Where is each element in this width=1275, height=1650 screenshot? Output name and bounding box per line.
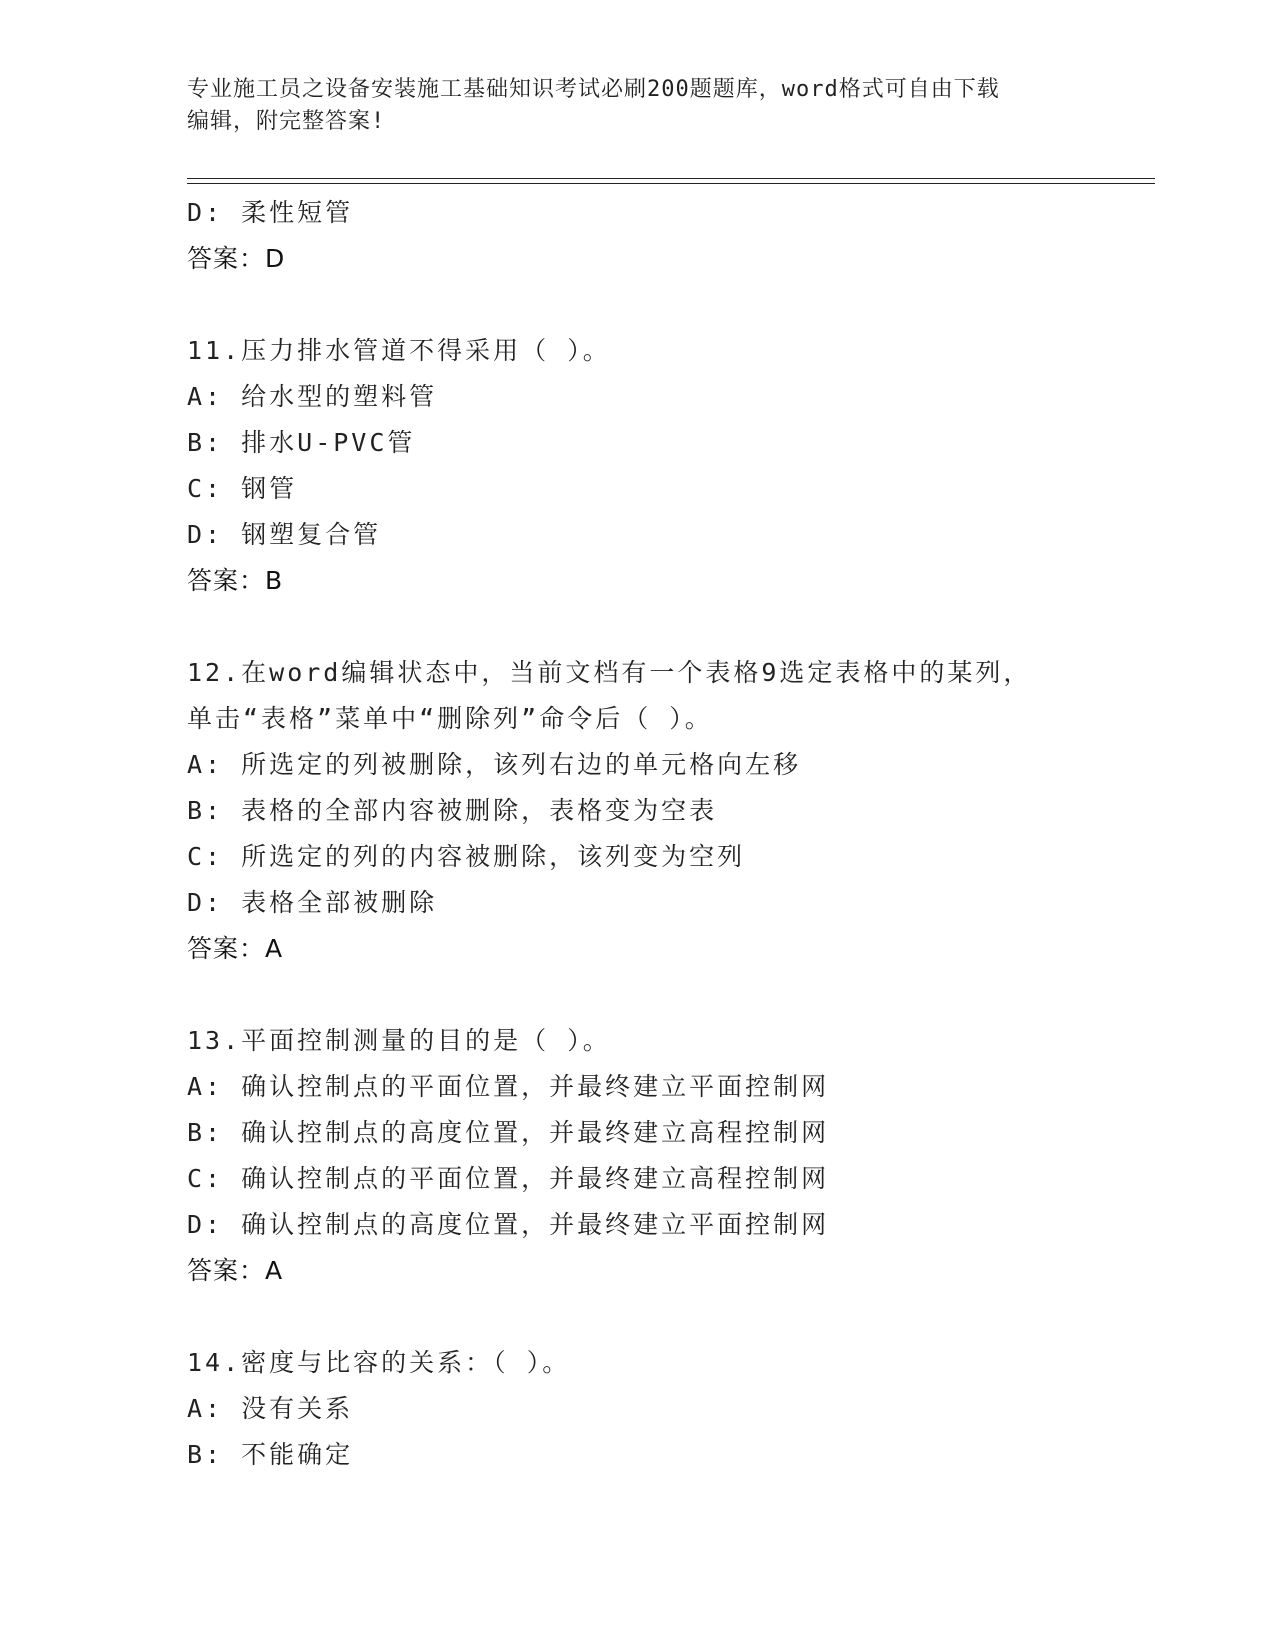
header-rule-top — [187, 178, 1155, 179]
option-d: D: 钢塑复合管 — [187, 520, 382, 549]
option-a: A: 确认控制点的平面位置，并最终建立平面控制网 — [187, 1072, 830, 1101]
page-header — [187, 74, 1087, 138]
answer-line: 答案：A — [187, 934, 284, 963]
answer-line: 答案：A — [187, 1256, 284, 1285]
option-c: C: 确认控制点的平面位置，并最终建立高程控制网 — [187, 1164, 830, 1193]
question-12 — [187, 650, 1167, 972]
option-b: B: 排水U-PVC管 — [187, 428, 416, 457]
header-title-line-1: 专业施工员之设备安装施工基础知识考试必刷200题题库，word格式可自由下载 — [187, 77, 1000, 102]
previous-question-tail — [187, 190, 1167, 282]
option-d: D: 表格全部被删除 — [187, 888, 438, 917]
option-d: D: 柔性短管 — [187, 198, 354, 227]
option-d: D: 确认控制点的高度位置，并最终建立平面控制网 — [187, 1210, 830, 1239]
option-a: A: 所选定的列被删除，该列右边的单元格向左移 — [187, 750, 802, 779]
option-a: A: 给水型的塑料管 — [187, 382, 438, 411]
question-stem: 13.平面控制测量的目的是（ ）。 — [187, 1026, 611, 1055]
question-stem: 11.压力排水管道不得采用（ ）。 — [187, 336, 611, 365]
question-stem: 14.密度与比容的关系：（ ）。 — [187, 1348, 571, 1377]
spacer — [187, 604, 1167, 650]
option-c: C: 钢管 — [187, 474, 298, 503]
option-c: C: 所选定的列的内容被删除，该列变为空列 — [187, 842, 746, 871]
header-title-line-2: 编辑，附完整答案! — [187, 109, 386, 134]
header-rule-bottom — [187, 183, 1155, 184]
question-stem-continued: 单击“表格”菜单中“删除列”命令后（ ）。 — [187, 704, 713, 733]
question-stem: 12.在word编辑状态中，当前文档有一个表格9选定表格中的某列， — [187, 658, 1032, 687]
option-b: B: 不能确定 — [187, 1440, 354, 1469]
question-13 — [187, 1018, 1167, 1294]
spacer — [187, 972, 1167, 1018]
spacer — [187, 1294, 1167, 1340]
answer-line: 答案：B — [187, 566, 284, 595]
document-body — [187, 190, 1167, 1478]
answer-line: 答案：D — [187, 244, 286, 273]
option-b: B: 确认控制点的高度位置，并最终建立高程控制网 — [187, 1118, 830, 1147]
spacer — [187, 282, 1167, 328]
question-11 — [187, 328, 1167, 604]
option-b: B: 表格的全部内容被删除，表格变为空表 — [187, 796, 718, 825]
option-a: A: 没有关系 — [187, 1394, 354, 1423]
question-14 — [187, 1340, 1167, 1478]
